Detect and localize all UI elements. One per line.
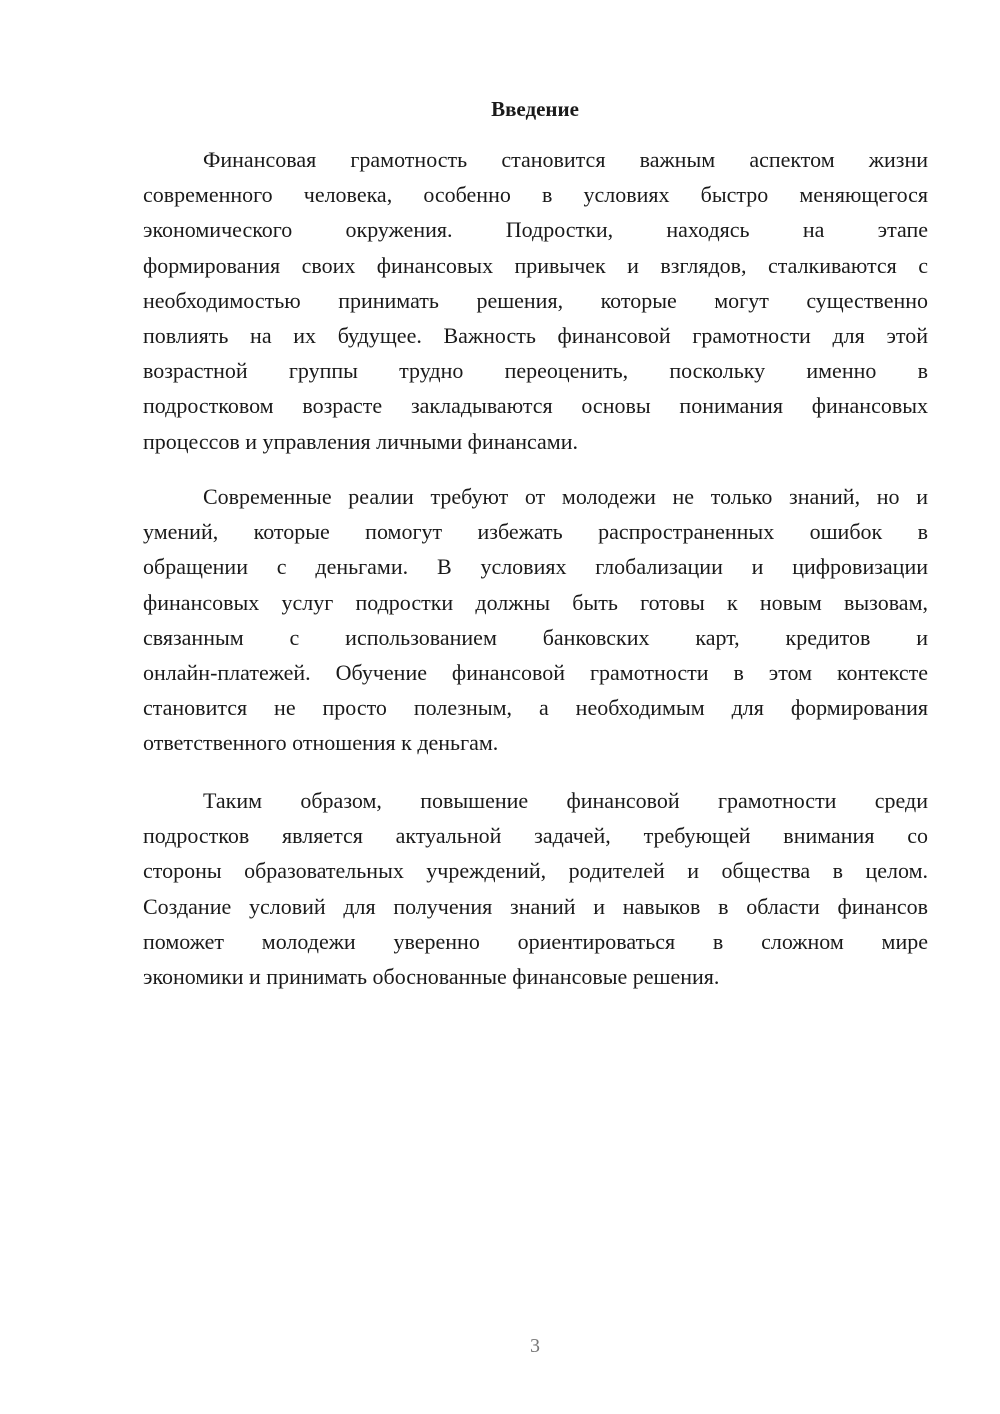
paragraph-2 [143, 479, 928, 761]
paragraph-1 [143, 142, 928, 459]
text-line: обращении с деньгами. В условиях глобализации и цифровизации [143, 554, 928, 580]
text-line: ответственного отношения к деньгам. [143, 730, 499, 756]
text-line: необходимостью принимать решения, которые могут существенно [143, 287, 928, 313]
page-number: 3 [530, 1335, 540, 1357]
text-line: онлайн-платежей. Обучение финансовой грамотности в этом контексте [143, 659, 928, 685]
text-line: современного человека, особенно в условиях быстро меняющегося [143, 182, 928, 208]
text-line: возрастной группы трудно переоценить, поскольку именно в [143, 358, 928, 384]
text-line: связанным с использованием банковских карт, кредитов и [143, 624, 928, 650]
text-line: подростков является актуальной задачей, требующей внимания со [143, 823, 928, 849]
text-line: финансовых услуг подростки должны быть готовы к новым вызовам, [143, 589, 928, 615]
text-line: Финансовая грамотность становится важным аспектом жизни [203, 147, 928, 172]
text-line: экономического окружения. Подростки, находясь на этапе [143, 217, 928, 243]
text-line: экономики и принимать обоснованные финансовые решения. [143, 963, 720, 989]
text-line: повлиять на их будущее. Важность финансовой грамотности для этой [143, 322, 928, 348]
text-line: Создание условий для получения знаний и навыков в области финансов [143, 893, 928, 919]
text-line: становится не просто полезным, а необходимым для формирования [143, 695, 928, 721]
page-title: Введение [491, 97, 579, 121]
text-line: процессов и управления личными финансами. [143, 428, 578, 454]
text-line: умений, которые помогут избежать распространенных ошибок в [143, 519, 928, 545]
text-line: поможет молодежи уверенно ориентироваться в сложном мире [143, 928, 928, 954]
text-line: стороны образовательных учреждений, родителей и общества в целом. [143, 858, 928, 884]
text-line: подростковом возрасте закладываются основы понимания финансовых [143, 393, 928, 419]
paragraph-3 [143, 783, 928, 994]
text-line: формирования своих финансовых привычек и взглядов, сталкиваются с [143, 252, 928, 278]
text-line: Современные реалии требуют от молодежи не только знаний, но и [203, 484, 928, 509]
text-line: Таким образом, повышение финансовой грамотности среди [203, 788, 928, 813]
